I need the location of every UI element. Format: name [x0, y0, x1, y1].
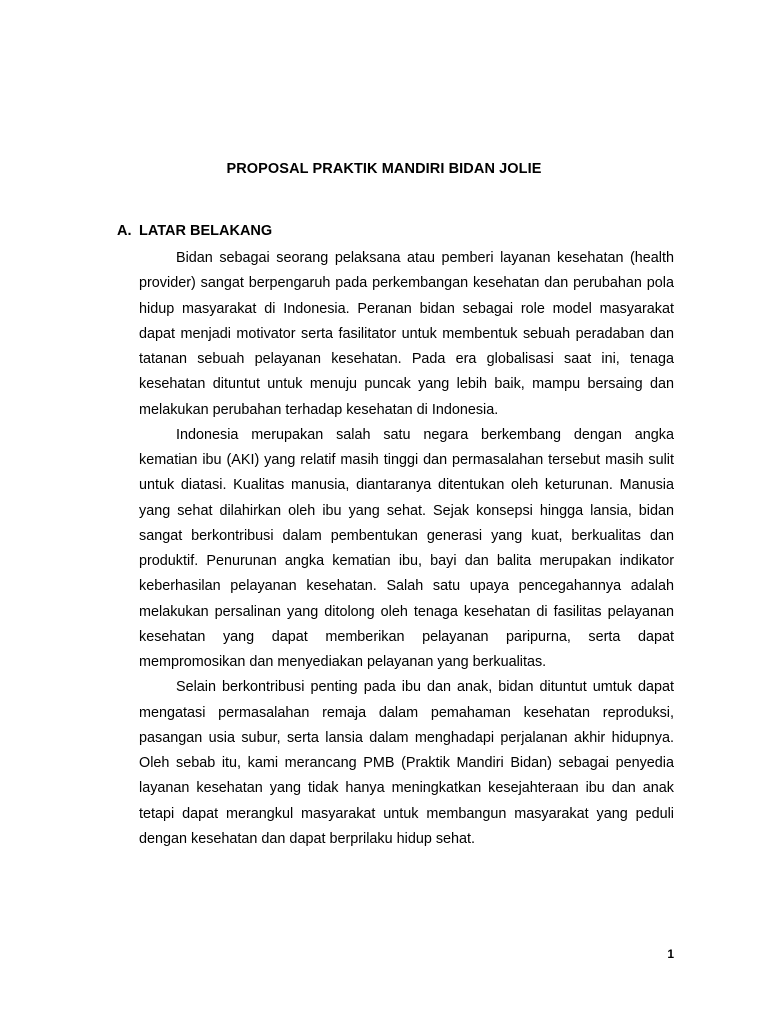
page-number: 1: [667, 947, 674, 961]
paragraph: Indonesia merupakan salah satu negara berkembang dengan angka kematian ibu (AKI) yang relatif masih tinggi dan permasalahan tersebut masih sulit untuk diatasi. Kualitas manusia, diantaranya ditentukan oleh keturunan. Manusia yang sehat dilahirkan oleh ibu yang sehat. Sejak konsepsi hingga lansia, bidan sangat berkontribusi dalam pembentukan generasi yang kuat, berkualitas dan produktif. Penurunan angka kematian ibu, bayi dan balita merupakan indikator keberhasilan pelayanan kesehatan. Salah satu upaya pencegahannya adalah melakukan persalinan yang ditolong oleh tenaga kesehatan di fasilitas pelayanan kesehatan yang dapat memberikan pelayanan paripurna, serta dapat mempromosikan dan menyediakan pelayanan yang berkualitas.: [139, 426, 674, 670]
paragraph: Selain berkontribusi penting pada ibu dan anak, bidan dituntut umtuk dapat mengatasi permasalahan remaja dalam pemahaman kesehatan reproduksi, pasangan usia subur, serta lansia dalam menghadapi perjalanan akhir hidupnya. Oleh sebab itu, kami merancang PMB (Praktik Mandiri Bidan) sebagai penyedia layanan kesehatan yang tidak hanya meningkatkan kesejahteraan ibu dan anak tetapi dapat merangkul masyarakat untuk membangun masyarakat yang peduli dengan kesehatan dan dapat berprilaku hidup sehat.: [139, 679, 674, 847]
section-heading: [117, 223, 272, 239]
paragraph: Bidan sebagai seorang pelaksana atau pemberi layanan kesehatan (health provider) sangat berpengaruh pada perkembangan kesehatan dan perubahan pola hidup masyarakat di Indonesia. Peranan bidan sebagai role model masyarakat dapat menjadi motivator serta fasilitator untuk membentuk sebuah peradaban dan tatanan sebuah pelayanan kesehatan. Pada era globalisasi saat ini, tenaga kesehatan dituntut untuk menuju puncak yang lebih baik, mampu bersaing dan melakukan perubahan terhadap kesehatan di Indonesia.: [139, 250, 674, 418]
section-letter: A.: [117, 223, 132, 239]
document-title: PROPOSAL PRAKTIK MANDIRI BIDAN JOLIE: [226, 161, 542, 177]
section-heading-text: LATAR BELAKANG: [139, 223, 273, 239]
body-text: [139, 246, 674, 852]
